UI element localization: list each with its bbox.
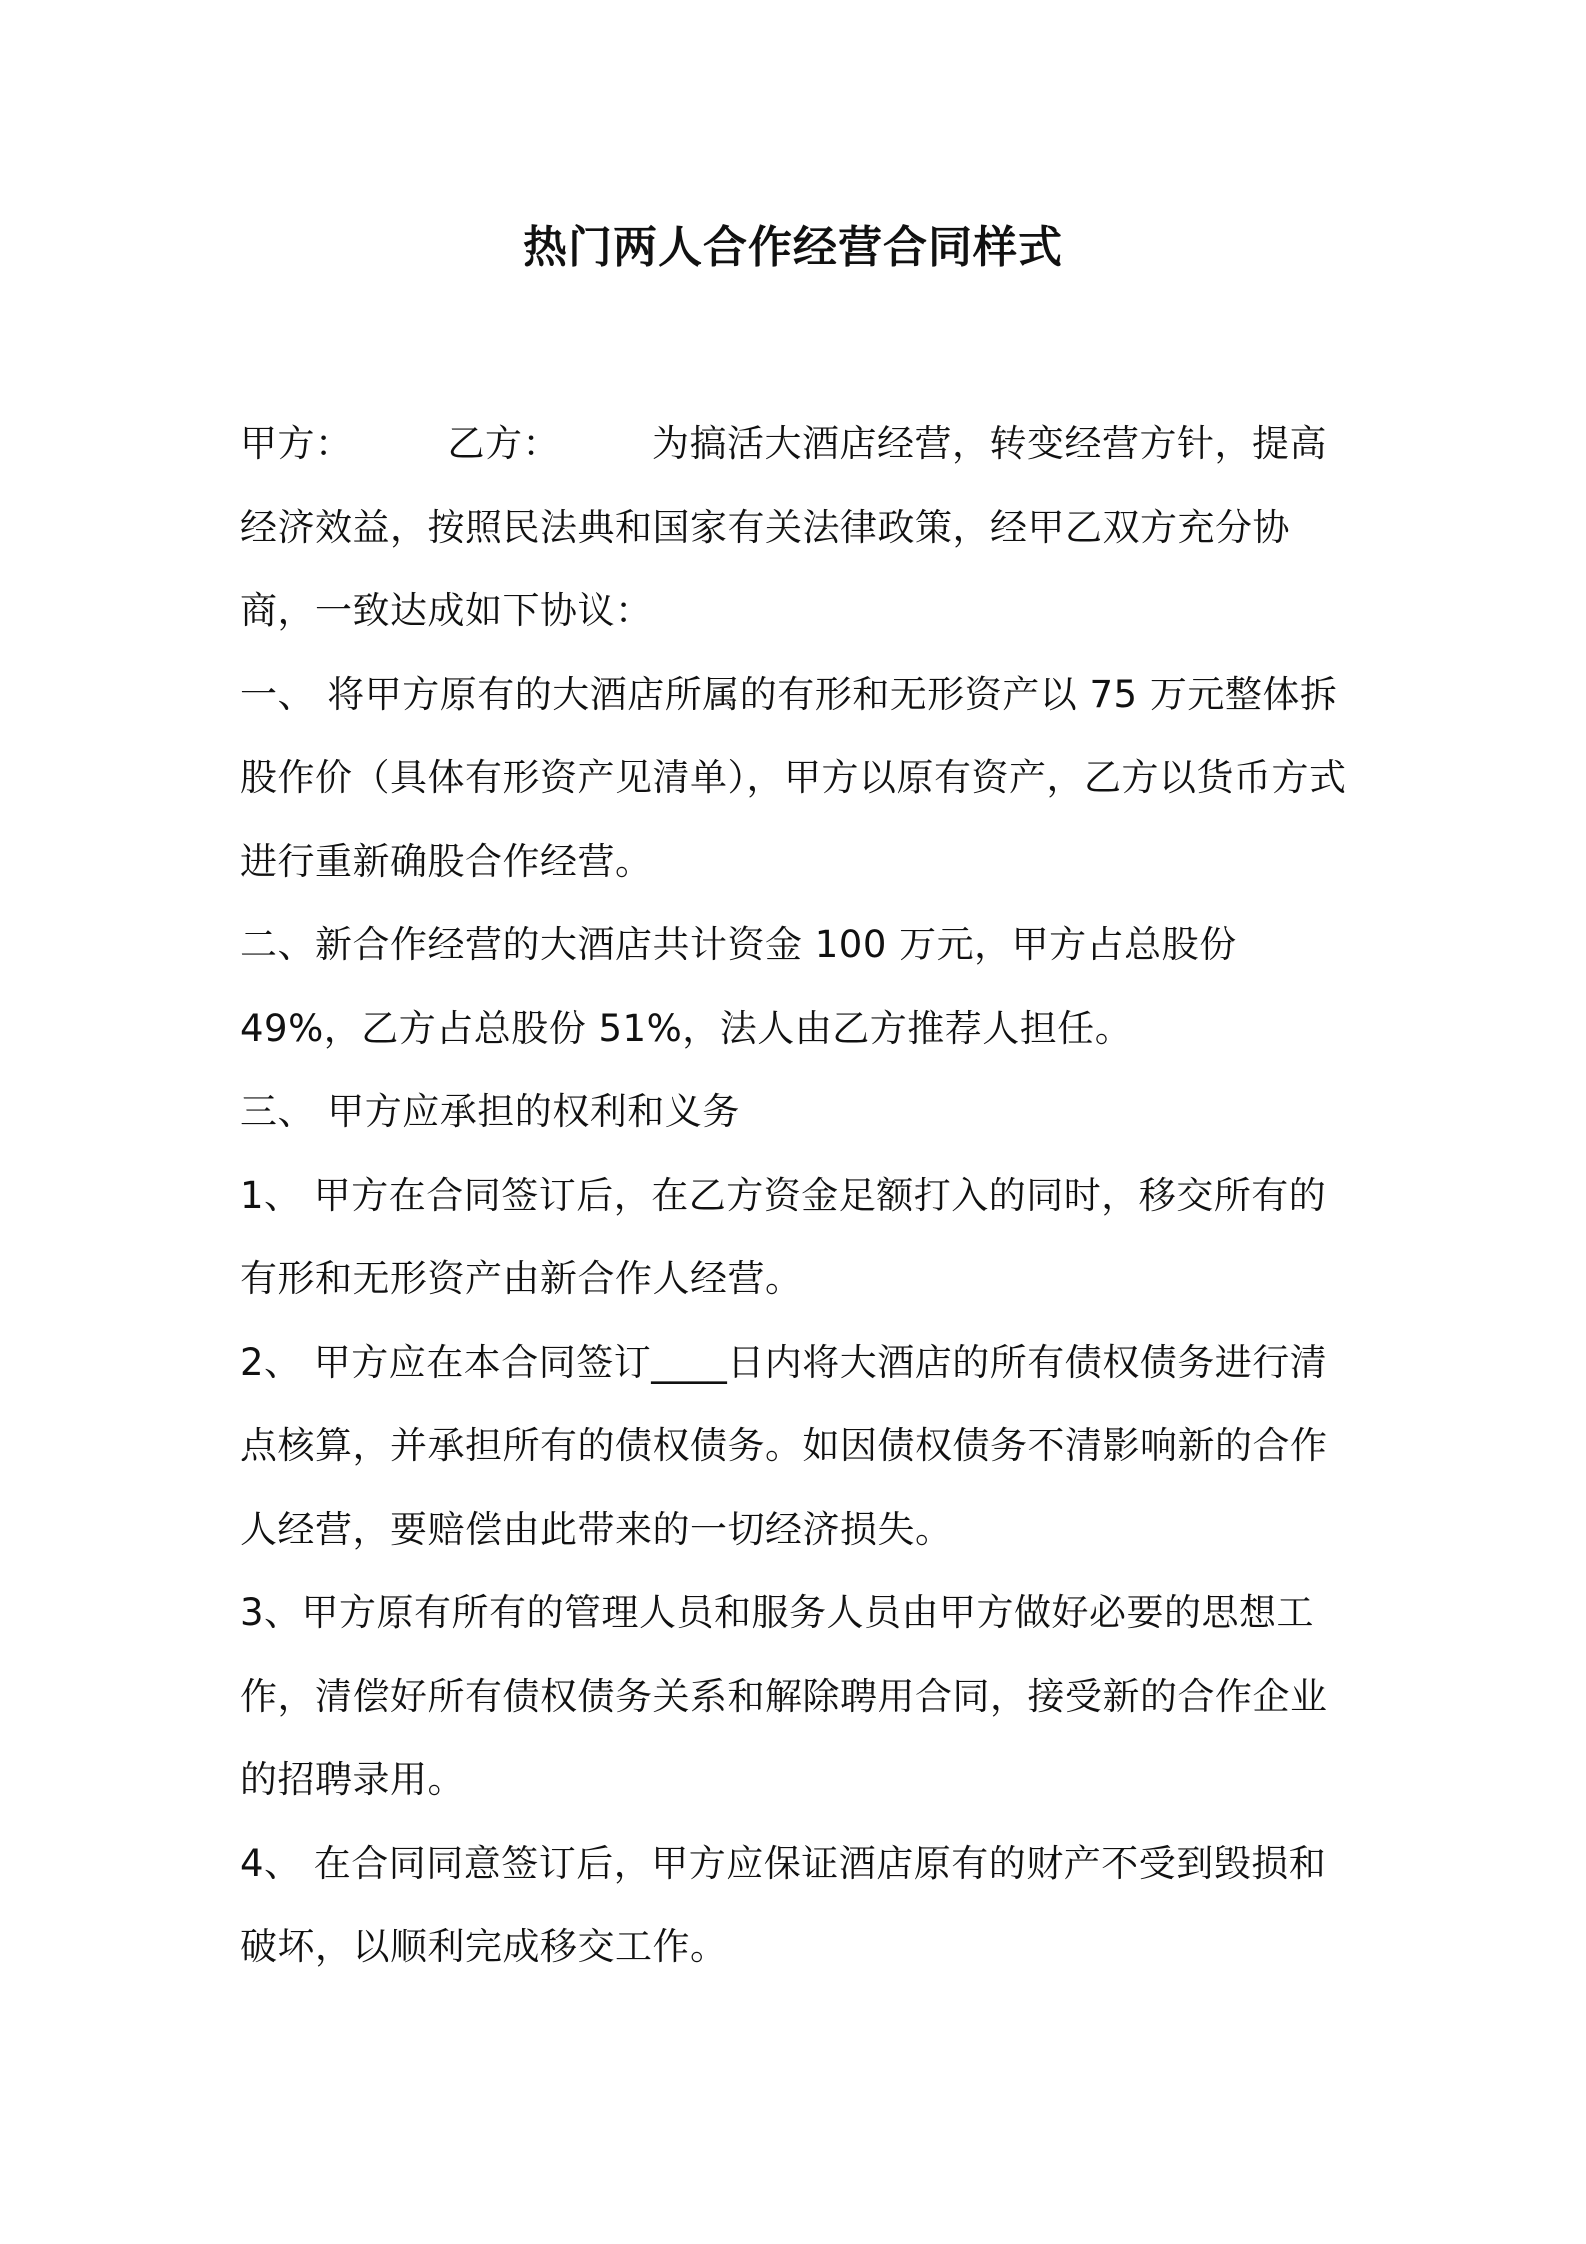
preamble-text: 为搞活大酒店经营，转变经营方针，提高经济效益，按照民法典和国家有关法律政策，经甲乙双方充分协商，一致达成如下协议： (240, 422, 1327, 632)
party-b-label: 乙方： (447, 422, 560, 465)
clause-paragraph: 2、 甲方应在本合同签订____日内将大酒店的所有债权债务进行清点核算，并承担所有的债权债务。如因债权债务不清影响新的合作人经营，要赔偿由此带来的一切经济损失。 (240, 1340, 1328, 1551)
clause-paragraph: 二、新合作经营的大酒店共计资金 100 万元，甲方占总股份 49%，乙方占总股份 51%，法人由乙方推荐人担任。 (240, 923, 1237, 1050)
clause-paragraph: 3、甲方原有所有的管理人员和服务人员由甲方做好必要的思想工作，清偿好所有债权债务关系和解除聘用合同，接受新的合作企业的招聘录用。 (240, 1591, 1328, 1801)
document-body (240, 402, 1360, 1989)
document-title: 热门两人合作经营合同样式 (523, 222, 1063, 273)
party-a-label: 甲方： (240, 422, 353, 465)
clause-paragraph: 4、 在合同同意签订后，甲方应保证酒店原有的财产不受到毁损和破坏，以顺利完成移交工作。 (240, 1841, 1327, 1968)
clause-heading: 三、 甲方应承担的权利和义务 (240, 1090, 740, 1133)
clause-paragraph: 1、 甲方在合同签订后，在乙方资金足额打入的同时，移交所有的有形和无形资产由新合作人经营。 (240, 1173, 1327, 1300)
clause-paragraph: 一、 将甲方原有的大酒店所属的有形和无形资产以 75 万元整体拆股作价（具体有形资产见清单），甲方以原有资产，乙方以货币方式进行重新确股合作经营。 (240, 672, 1347, 883)
preamble-paragraph (240, 402, 1360, 653)
